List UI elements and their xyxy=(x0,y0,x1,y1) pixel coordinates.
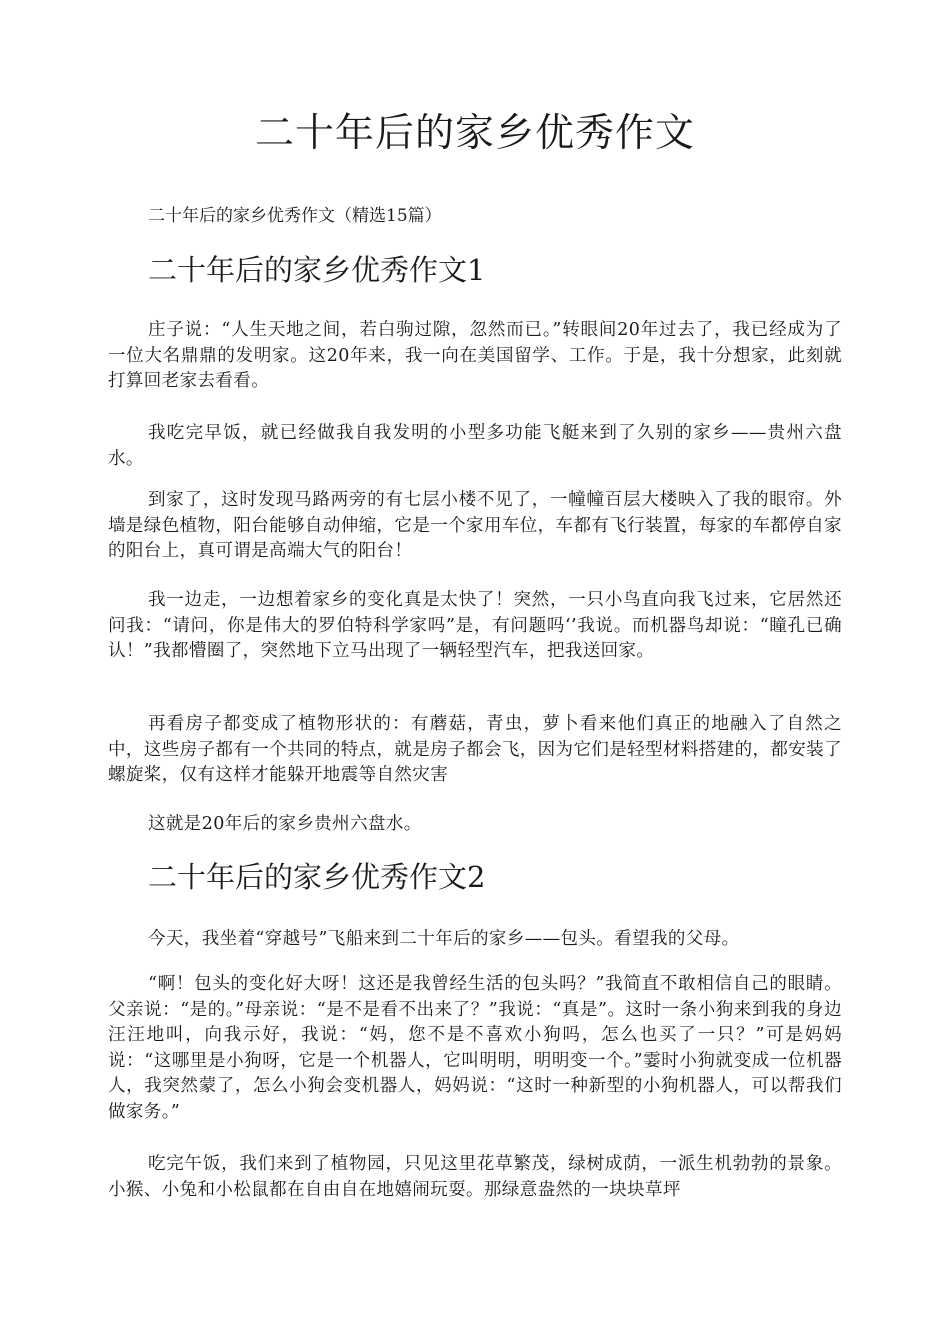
paragraph: “啊！包头的变化好大呀！这还是我曾经生活的包头吗？”我简直不敢相信自己的眼睛。父亲说：“是的。”母亲说：“是不是看不出来了？”我说：“真是”。这时一条小狗来到我的身边汪汪地叫，向我示好，我说：“妈，您不是不喜欢小狗吗，怎么也买了一只？”可是妈妈说：“这哪里是小狗呀，它是一个机器人，它叫明明，明明变一个。”霎时小狗就变成一位机器人，我突然蒙了，怎么小狗会变机器人，妈妈说：“这时一种新型的小狗机器人，可以帮我们做家务。” xyxy=(108,974,842,1122)
paragraph: 我一边走，一边想着家乡的变化真是太快了！突然，一只小鸟直向我飞过来，它居然还问我：“请问，你是伟大的罗伯特科学家吗”是，有问题吗‘’我说。而机器鸟却说：“瞳孔已确认！”我都懵圈了，突然地下立马出现了一辆轻型汽车，把我送回家。 xyxy=(108,590,842,661)
section-heading-2: 二十年后的家乡优秀作文2 xyxy=(148,860,486,894)
section-heading-1: 二十年后的家乡优秀作文1 xyxy=(148,253,486,287)
paragraph: 今天，我坐着“穿越号”飞船来到二十年后的家乡——包头。看望我的父母。 xyxy=(148,929,740,949)
paragraph: 到家了，这时发现马路两旁的有七层小楼不见了，一幢幢百层大楼映入了我的眼帘。外墙是绿色植物，阳台能够自动伸缩，它是一个家用车位，车都有飞行装置，每家的车都停自家的阳台上，真可谓是高端大气的阳台！ xyxy=(108,490,842,561)
document-subtitle: 二十年后的家乡优秀作文（精选15篇） xyxy=(148,206,442,226)
paragraph: 吃完午饭，我们来到了植物园，只见这里花草繁茂，绿树成荫，一派生机勃勃的景象。小猴、小兔和小松鼠都在自由自在地嬉闹玩耍。那绿意盎然的一块块草坪 xyxy=(108,1154,842,1200)
paragraph: 庄子说：“人生天地之间，若白驹过隙，忽然而已。”转眼间20年过去了，我已经成为了一位大名鼎鼎的发明家。这20年来，我一向在美国留学、工作。于是，我十分想家，此刻就打算回老家去看看。 xyxy=(108,320,842,391)
paragraph: 我吃完早饭，就已经做我自我发明的小型多功能飞艇来到了久别的家乡——贵州六盘水。 xyxy=(108,423,842,469)
document-title: 二十年后的家乡优秀作文 xyxy=(254,111,695,156)
paragraph: 这就是20年后的家乡贵州六盘水。 xyxy=(148,814,422,834)
paragraph: 再看房子都变成了植物形状的：有蘑菇，青虫，萝卜看来他们真正的地融入了自然之中，这些房子都有一个共同的特点，就是房子都会飞，因为它们是轻型材料搭建的，都安装了螺旋桨，仅有这样才能躲开地震等自然灾害 xyxy=(108,714,842,785)
